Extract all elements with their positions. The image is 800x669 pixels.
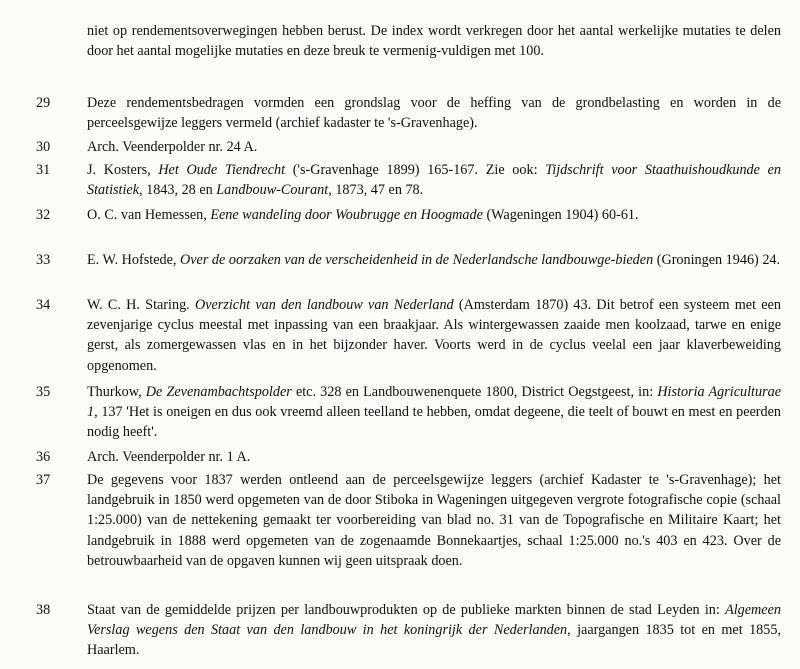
- footnote-number: 32: [36, 207, 51, 223]
- footnote-number: 33: [36, 252, 51, 268]
- footnote-36: [36, 447, 781, 467]
- footnote-text: [87, 160, 781, 200]
- footnote-number: 38: [36, 602, 51, 618]
- footnote-text: [87, 447, 781, 467]
- footnote-text-part: , 1873, 47 en 78.: [328, 182, 424, 199]
- footnote-text-part: (Groningen 1946) 24.: [653, 252, 781, 268]
- continuation-paragraph: [36, 21, 781, 61]
- footnote-text-part: etc. 328 en Landbouwenenquete 1800, District Oegstgeest, in:: [291, 384, 658, 400]
- footnote-38: [36, 600, 781, 661]
- footnote-text-part: Arch. Veenderpolder nr. 1 A.: [87, 449, 251, 465]
- footnote-text-part: , 137 'Het is oneigen en dus ook vreemd alleen teelland te hebben, omdat degeene, die teelt of bouwt en mest en peerden nodig heeft'.: [87, 404, 781, 441]
- journal-title: Landbouw-Courant: [216, 182, 329, 199]
- footnote-text: [87, 295, 781, 376]
- footnote-text: [87, 470, 781, 571]
- footnote-number: 37: [36, 472, 51, 488]
- footnote-number: 35: [36, 384, 51, 400]
- footnote-33: [36, 250, 781, 270]
- footnote-text-part: Arch. Veenderpolder nr. 24 A.: [87, 139, 258, 155]
- footnote-text: [87, 205, 781, 225]
- footnote-number: 36: [36, 449, 51, 465]
- footnote-35: [36, 382, 781, 443]
- footnote-text-part: De gegevens voor 1837 werden ontleend aan de perceelsgewijze leggers (archief Kadaster te 's-Gravenhage); het landgebruik in 1850 werd opgemeten van de door Stiboka in Wageningen uitgegeven vergrote fotografische copie (schaal 1:25.000) van de nettekening gemaakt ter voorbereiding van blad no. 31 van de Topografische en Militaire Kaart; het landgebruik in 1888 werd opgemeten van de zogenaamde Bonnekaartjes, schaal 1:25.000 no.'s 403 en 423. Over de betrouwbaarheid van de opgaven kunnen wij geen uitspraak doen.: [87, 472, 781, 569]
- footnote-29: [36, 93, 781, 133]
- footnote-text-part: Deze rendementsbedragen vormden een grondslag voor de heffing van de grondbelasting en worden in de perceelsgewijze leggers vermeld (archief kadaster te 's-Gravenhage).: [87, 95, 781, 132]
- footnote-text-part: J. Kosters,: [87, 162, 159, 178]
- footnote-30: [36, 137, 781, 157]
- journal-title: Tijdschrift voor Staathuishoudkunde en Statistiek: [87, 162, 782, 199]
- footnote-text-part: W. C. H. Staring.: [87, 297, 195, 313]
- book-title: Eene wandeling door Woubrugge en Hoogmade: [210, 207, 483, 223]
- footnote-text-part: (Amsterdam 1870) 43. Dit betrof een systeem met een zevenjarige cyclus meestal met inpassing van een braakjaar. Als wintergewassen zaaide men koolzaad, tarwe en enige gerst, als zomergewassen vlas en in het bijzonder haver. Voorts werd in de cyclus veelal een jaar klaverbeweiding opgenomen.: [87, 297, 781, 374]
- footnote-text-part: , jaargangen 1835 tot en met 1855, Haarlem.: [87, 622, 781, 659]
- footnote-text-part: Staat van de gemiddelde prijzen per landbouwprodukten op de publieke markten binnen de stad Leyden in:: [87, 602, 726, 618]
- footnote-text-part: E. W. Hofstede,: [87, 252, 180, 268]
- footnote-text-part: , 1843, 28 en: [139, 182, 217, 199]
- footnote-text: [87, 600, 781, 661]
- book-title: Het Oude Tiendrecht: [158, 162, 286, 178]
- footnote-text-part: O. C. van Hemessen,: [87, 207, 211, 223]
- footnote-text: [87, 382, 781, 443]
- footnote-32: [36, 205, 781, 225]
- footnote-37: [36, 470, 781, 571]
- footnote-text: [87, 250, 781, 270]
- footnote-text-part: ('s-Gravenhage 1899) 165-167. Zie ook:: [285, 162, 546, 178]
- footnote-number: 29: [36, 95, 51, 111]
- footnote-31: [36, 160, 781, 200]
- footnote-number: 34: [36, 297, 51, 313]
- footnote-number: 30: [36, 139, 51, 155]
- footnote-number: 31: [36, 162, 51, 178]
- book-title: Algemeen Verslag wegens den Staat van den landbouw in het koningrijk der Nederlanden: [87, 602, 781, 639]
- footnote-text-part: Thurkow,: [87, 384, 146, 400]
- book-title: Over de oorzaken van de verscheidenheid in de Nederlandsche landbouwge-bieden: [180, 252, 654, 268]
- book-title: De Zevenambachtspolder: [145, 384, 292, 400]
- footnote-text: [87, 93, 781, 133]
- footnote-text-part: (Wageningen 1904) 60-61.: [482, 207, 639, 223]
- continuation-text: niet op rendementsoverwegingen hebben berust. De index wordt verkregen door het aantal werkelijke mutaties te delen door het aantal mogelijke mutaties en deze breuk te vermenig-vuldigen met 100.: [87, 23, 781, 60]
- footnote-34: [36, 295, 781, 376]
- journal-title: Historia Agriculturae 1: [87, 384, 782, 421]
- book-title: Overzicht van den landbouw van Nederland: [194, 297, 454, 313]
- footnote-text: [87, 137, 781, 157]
